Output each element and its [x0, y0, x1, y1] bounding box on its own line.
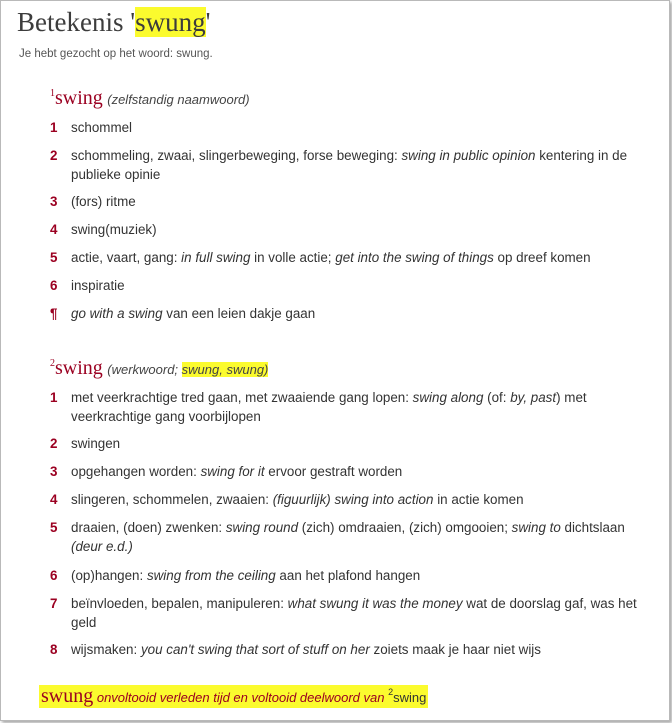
sense-text	[71, 435, 651, 454]
definition-text: in volle actie;	[250, 250, 336, 265]
page-title: Betekenis 'swung'	[17, 7, 211, 37]
sense-text	[71, 389, 651, 426]
definition-text: op dreef komen	[493, 250, 591, 265]
example-phrase: (deur e.d.)	[71, 538, 133, 554]
sense-item	[50, 435, 650, 454]
sense-number: 2	[50, 436, 58, 451]
definition-text: aan het plafond hangen	[275, 568, 421, 583]
homonym-number: 2	[50, 358, 55, 369]
sense-number: 6	[50, 568, 58, 583]
sense-number: 5	[50, 250, 58, 265]
sense-text	[71, 277, 651, 296]
sense-item	[50, 567, 650, 586]
sense-text	[71, 567, 651, 586]
definition-text: (zich) omdraaien, (zich) omgooien;	[298, 520, 512, 535]
sense-text	[71, 641, 651, 660]
sense-number: 5	[50, 520, 58, 535]
sense-item	[50, 305, 650, 324]
definition-text: wijsmaken:	[71, 642, 141, 657]
reference-homonym-number: 2	[388, 687, 394, 697]
definition-text: in actie komen	[433, 492, 524, 507]
definition-text: van een leien dakje gaan	[162, 306, 316, 321]
definition-text: wat de doorslag gaf, was het geld	[71, 596, 637, 630]
definition-text: ervoor gestraft worden	[264, 464, 403, 479]
definition-text: swingen	[71, 436, 121, 451]
sense-item	[50, 389, 650, 426]
sense-item	[50, 641, 650, 660]
definition-text: swing(muziek)	[71, 222, 157, 237]
example-phrase: what swung it was the money	[287, 596, 463, 611]
sense-text	[71, 491, 651, 510]
definition-text: opgehangen worden:	[71, 464, 201, 479]
sense-item	[50, 221, 650, 240]
example-phrase: swing from the ceiling	[146, 568, 276, 583]
reference-link-swing[interactable]: swing	[393, 690, 427, 705]
definition-text: schommeling, zwaai, slingerbeweging, forse beweging:	[71, 148, 402, 163]
definition-text: met veerkrachtige tred gaan, met zwaaiende gang lopen:	[71, 390, 413, 405]
entry-1-header	[50, 87, 250, 110]
definition-text: (of:	[483, 390, 511, 405]
sense-text	[71, 519, 651, 556]
swung-description: onvoltooid verleden tijd en voltooid deelwoord van	[93, 690, 389, 705]
sense-number: 4	[50, 492, 58, 507]
sense-number: 7	[50, 596, 58, 611]
sense-text	[71, 595, 651, 632]
sense-text	[71, 193, 651, 212]
sense-text	[71, 463, 651, 482]
example-phrase: swing round	[225, 520, 299, 535]
sense-number: ¶	[50, 306, 58, 321]
definition-text: dichtslaan	[560, 520, 625, 535]
example-phrase: go with a swing	[71, 306, 163, 321]
example-phrase: you can't swing that sort of stuff on her	[140, 642, 370, 657]
definition-text: slingeren, schommelen, zwaaien:	[71, 492, 273, 507]
example-phrase: (figuurlijk) swing into action	[272, 492, 434, 507]
definition-text: draaien, (doen) zwenken:	[71, 520, 226, 535]
definition-text: beïnvloeden, bepalen, manipuleren:	[71, 596, 288, 611]
sense-item	[50, 147, 650, 184]
sense-item	[50, 249, 650, 268]
search-word-highlight: swung	[135, 7, 206, 37]
sense-number: 4	[50, 222, 58, 237]
sense-item	[50, 491, 650, 510]
example-phrase: swing in public opinion	[401, 148, 536, 163]
example-phrase: get into the swing of things	[335, 250, 494, 265]
definition-text: zoiets maak je haar niet wijs	[369, 642, 541, 657]
definition-text: inspiratie	[71, 278, 125, 293]
example-phrase: swing along	[412, 390, 484, 405]
headword[interactable]: swing	[55, 87, 103, 109]
sense-text	[71, 305, 651, 324]
sense-number: 1	[50, 120, 58, 135]
sense-text	[71, 119, 651, 138]
sense-item	[50, 463, 650, 482]
headword-swung: swung	[41, 685, 94, 707]
sense-item	[50, 119, 650, 138]
part-of-speech: (werkwoord; swung, swung)	[107, 362, 269, 377]
entry-2-header	[50, 357, 268, 380]
definition-text: schommel	[71, 120, 133, 135]
sense-item	[50, 193, 650, 212]
example-phrase: swing for it	[200, 464, 265, 479]
sense-number: 8	[50, 642, 58, 657]
example-phrase: in full swing	[181, 250, 251, 265]
example-phrase: by, past	[510, 390, 557, 405]
sense-text	[71, 147, 651, 184]
sense-text	[71, 249, 651, 268]
sense-number: 1	[50, 390, 58, 405]
sense-text	[71, 221, 651, 240]
sense-number: 6	[50, 278, 58, 293]
swung-entry	[39, 685, 428, 708]
homonym-number: 1	[50, 88, 55, 99]
sense-item	[50, 519, 650, 556]
sense-number: 3	[50, 464, 58, 479]
definition-text: kentering in de publieke opinie	[71, 148, 628, 182]
definition-text: ) met veerkrachtige gang voorbijlopen	[71, 390, 587, 424]
example-phrase: swing to	[511, 520, 561, 535]
definition-text: actie, vaart, gang:	[71, 250, 182, 265]
sense-number: 2	[50, 148, 58, 163]
sense-number: 3	[50, 194, 58, 209]
definition-text: (op)hangen:	[71, 568, 147, 583]
verb-forms-highlight: swung, swung)	[181, 362, 269, 377]
sense-item	[50, 277, 650, 296]
part-of-speech: (zelfstandig naamwoord)	[107, 92, 250, 107]
search-info: Je hebt gezocht op het woord: swung.	[19, 48, 213, 60]
headword[interactable]: swing	[55, 357, 103, 379]
sense-item	[50, 595, 650, 632]
definition-text: (fors) ritme	[71, 194, 136, 209]
